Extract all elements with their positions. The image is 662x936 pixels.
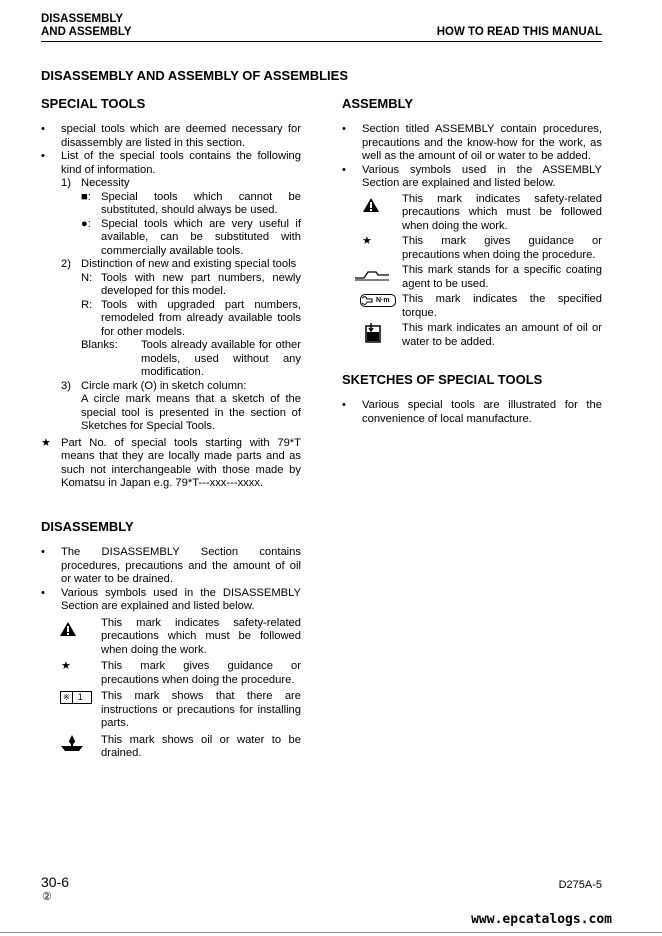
symbol-text: This mark shows that there are instructions or precautions for installing parts.: [101, 690, 301, 729]
item-number: 2): [61, 258, 71, 270]
disassembly-body: [41, 546, 301, 761]
item-title: Necessity: [81, 177, 130, 189]
bullet: •: [342, 399, 346, 411]
item-number: 1): [61, 177, 71, 189]
sub-item-text: Tools with new part numbers, newly developed for this model.: [101, 271, 301, 297]
numbered-item: [41, 177, 301, 191]
symbol-row: [41, 734, 301, 761]
bullet: •: [342, 163, 346, 176]
list-item: [41, 150, 301, 177]
list-item: [342, 164, 602, 191]
symbol-row: [41, 660, 301, 687]
warning-triangle-icon: [59, 621, 95, 637]
bullet: •: [342, 123, 346, 135]
sub-item: [41, 218, 301, 259]
list-item-text: List of the special tools contains the following kind of information.: [61, 150, 301, 176]
star-icon: ★: [41, 436, 52, 449]
header-rule: [41, 41, 602, 42]
star-note-text: Part No. of special tools starting with 79*T means that they are locally made parts and as such not interchangeable with those made by Komatsu in Japan e.g. 79*T---xxx---xxxx.: [61, 436, 301, 489]
list-item: [41, 546, 301, 587]
item-description: A circle mark means that a sketch of the special tool is presented in the section of Sketches for Special Tools.: [81, 393, 301, 432]
disassembly-heading: DISASSEMBLY: [41, 519, 134, 534]
special-tools-heading: SPECIAL TOOLS: [41, 96, 146, 111]
assembly-body: [342, 123, 602, 349]
item-title: Distinction of new and existing special tools: [81, 258, 297, 270]
symbol-row: [41, 617, 301, 658]
symbol-text: This mark indicates safety-related precautions which must be followed when doing the work.: [101, 616, 301, 656]
header-title-line1: DISASSEMBLY: [41, 13, 124, 25]
sub-item: [41, 339, 301, 380]
symbol-text: This mark shows oil or water to be drained.: [101, 733, 301, 759]
symbol-text: This mark indicates safety-related precautions which must be followed when doing the work.: [402, 192, 602, 232]
header-manual-title: HOW TO READ THIS MANUAL: [436, 26, 602, 38]
watermark-url: www.epcatalogs.com: [471, 912, 612, 927]
dot-mark: ●:: [81, 217, 91, 230]
list-item: [41, 587, 301, 614]
r-mark: R:: [81, 298, 93, 311]
n-mark: N:: [81, 271, 93, 284]
bullet: •: [41, 123, 45, 135]
list-item-text: Various symbols used in the ASSEMBLY Section are explained and listed below.: [362, 163, 602, 189]
header-title-line2: AND ASSEMBLY: [41, 26, 132, 38]
symbol-text: This mark indicates an amount of oil or water to be added.: [402, 322, 602, 348]
bullet: •: [41, 546, 45, 558]
header-section-title: [41, 13, 132, 39]
page-title: DISASSEMBLY AND ASSEMBLY OF ASSEMBLIES: [41, 68, 349, 83]
sketches-body: [342, 399, 602, 426]
symbol-row: [342, 293, 602, 320]
square-mark: ■:: [81, 190, 91, 203]
coating-agent-icon: [354, 269, 390, 281]
revision-mark: ②: [42, 891, 52, 903]
numbered-item: [41, 380, 301, 394]
install-note-number: 1: [77, 692, 83, 702]
star-note: [41, 437, 301, 491]
warning-triangle-icon: [362, 197, 398, 213]
list-item-text: special tools which are deemed necessary for disassembly are listed in this section.: [61, 123, 301, 149]
model-number: D275A-5: [558, 879, 602, 891]
symbol-row: [342, 322, 602, 349]
star-icon: ★: [61, 660, 72, 672]
symbol-text: This mark gives guidance or precautions when doing the procedure.: [101, 660, 301, 686]
star-icon: ★: [362, 235, 373, 247]
symbol-row: [342, 193, 602, 234]
sub-item-text: Special tools which cannot be substituted, should always be used.: [101, 190, 301, 216]
torque-unit-label: N·m: [376, 297, 390, 304]
sub-item-text: Special tools which are very useful if available, can be substituted with commercially available tools.: [101, 217, 301, 257]
list-item-text: Various special tools are illustrated for the convenience of local manufacture.: [362, 399, 602, 425]
list-item-text: Various symbols used in the DISASSEMBLY Section are explained and listed below.: [61, 586, 301, 612]
bullet: •: [41, 586, 45, 599]
drain-icon: [60, 734, 96, 752]
blanks-mark: Blanks:: [81, 339, 118, 351]
symbol-text: This mark gives guidance or precautions when doing the procedure.: [402, 235, 602, 261]
symbol-row: [342, 235, 602, 262]
page-bottom-edge: [0, 932, 662, 933]
list-item-text: Section titled ASSEMBLY contain procedures, precautions and the know-how for the work, as well as the amount of oil or water to be added.: [362, 123, 602, 162]
list-item: [342, 399, 602, 426]
symbol-text: This mark indicates the specified torque.: [402, 293, 602, 319]
sketches-heading: SKETCHES OF SPECIAL TOOLS: [342, 372, 543, 387]
item-title: Circle mark (O) in sketch column:: [81, 379, 247, 392]
list-item-text: The DISASSEMBLY Section contains procedures, precautions and the amount of oil or water to be drained.: [61, 546, 301, 585]
sub-item: [41, 299, 301, 340]
assembly-heading: ASSEMBLY: [342, 96, 414, 111]
numbered-item: [41, 258, 301, 272]
special-tools-body: [41, 123, 301, 491]
oil-add-icon: [362, 322, 398, 344]
symbol-row: [41, 690, 301, 731]
item-number: 3): [61, 379, 71, 392]
sub-item-text: Tools with upgraded part numbers, remodeled from already available tools for other models.: [101, 298, 301, 338]
symbol-row: [342, 264, 602, 291]
sub-item: [41, 191, 301, 218]
sub-item: [41, 272, 301, 299]
page-number: 30-6: [41, 874, 70, 890]
list-item: [342, 123, 602, 164]
sub-item-text: Tools already available for other models, used without any modification.: [141, 339, 301, 378]
symbol-text: This mark stands for a specific coating agent to be used.: [402, 264, 602, 290]
list-item: [41, 123, 301, 150]
bullet: •: [41, 150, 45, 162]
install-note-icon: ※ 1: [60, 691, 96, 704]
torque-wrench-icon: [360, 294, 396, 307]
